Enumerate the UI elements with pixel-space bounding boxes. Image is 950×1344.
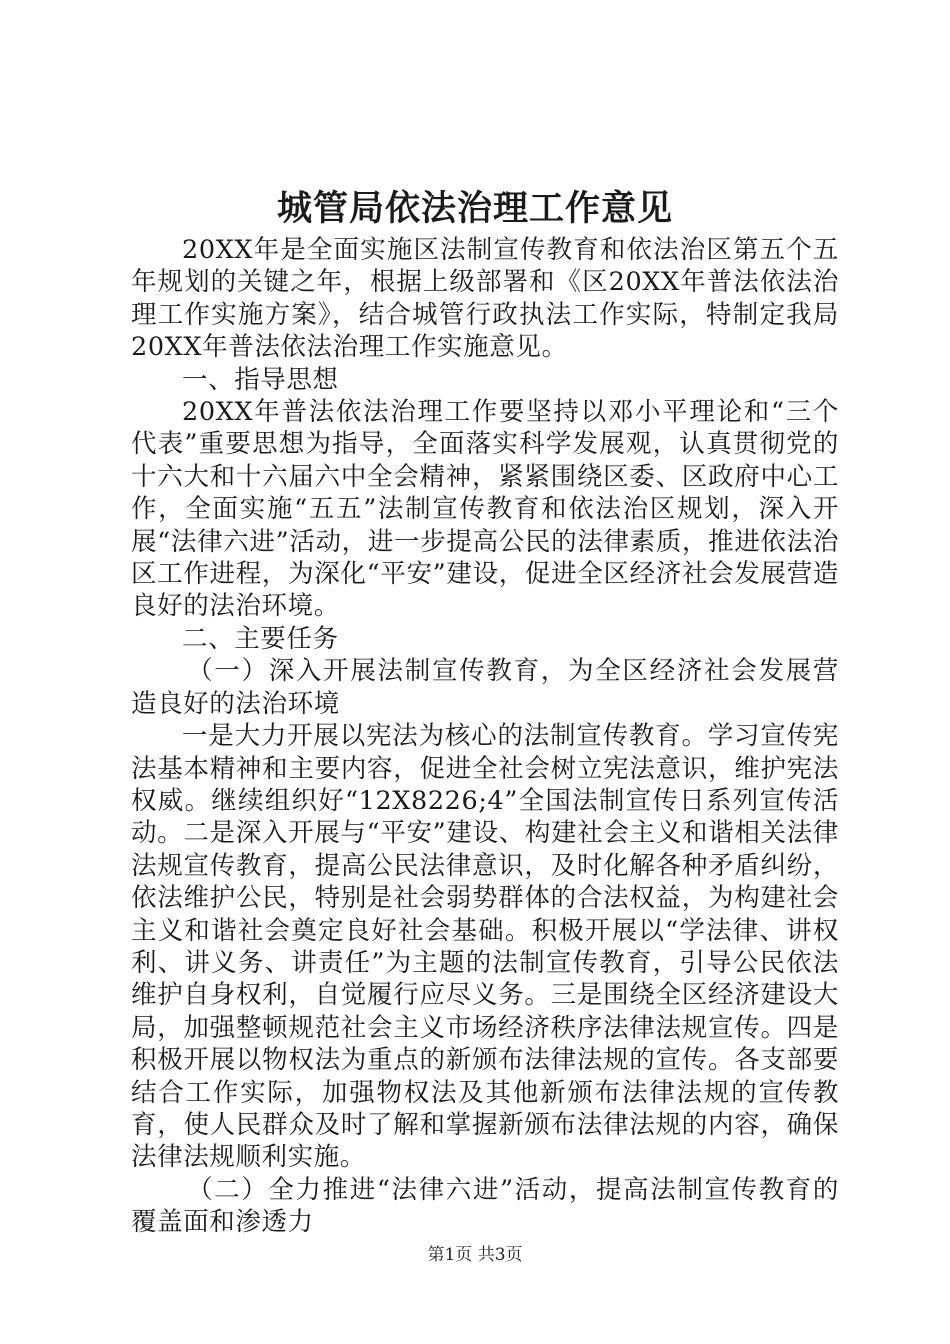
intro-paragraph: 20XX年是全面实施区法制宣传教育和依法治区第五个五年规划的关键之年，根据上级部署和《区20XX年普法依法治理工作实施方案》，结合城管行政执法工作实际，特制定我局20XX年普法依法治理工作实施意见。 [131,235,839,363]
subsection-heading-legal-education: （一）深入开展法制宣传教育，为全区经济社会发展营造良好的法治环境 [131,656,839,719]
document-body [131,234,839,1239]
subsection-heading-six-entries: （二）全力推进“法律六进”活动，提高法制宣传教育的覆盖面和渗透力 [131,1174,839,1238]
legal-education-paragraph: 一是大力开展以宪法为核心的法制宣传教育。学习宣传宪法基本精神和主要内容，促进全社会树立宪法意识，维护宪法权威。继续组织好“12X8226;4”全国法制宣传日系列宣传活动。二是深入开展与“平安”建设、构建社会主义和谐相关法律法规宣传教育，提高公民法律意识，及时化解各种矛盾纠纷，依法维护公民，特别是社会弱势群体的合法权益，为构建社会主义和谐社会奠定良好社会基础。积极开展以“学法律、讲权利、讲义务、讲责任”为主题的法制宣传教育，引导公民依法维护自身权利，自觉履行应尽义务。三是围绕全区经济建设大局，加强整顿规范社会主义市场经济秩序法律法规宣传。四是积极开展以物权法为重点的新颁布法律法规的宣传。各支部要结合工作实际，加强物权法及其他新颁布法律法规的宣传教育，使人民群众及时了解和掌握新颁布法律法规的内容，确保法律法规顺利实施。 [131,721,839,1173]
page-number-footer: 第1页 共3页 [427,1245,523,1265]
guiding-ideology-paragraph: 20XX年普法依法治理工作要坚持以邓小平理论和“三个代表”重要思想为指导，全面落实科学发展观，认真贯彻党的十六大和十六届六中全会精神，紧紧围绕区委、区政府中心工作，全面实施“五五”法制宣传教育和依法治区规划，深入开展“法律六进”活动，进一步提高公民的法律素质，推进依法治区工作进程，为深化“平安”建设，促进全区经济社会发展营造良好的法治环境。 [131,397,839,622]
section-heading-main-tasks: 二、主要任务 [182,623,339,654]
section-heading-guiding-ideology: 一、指导思想 [182,364,339,395]
document-title: 城管局依法治理工作意见 [276,188,673,229]
